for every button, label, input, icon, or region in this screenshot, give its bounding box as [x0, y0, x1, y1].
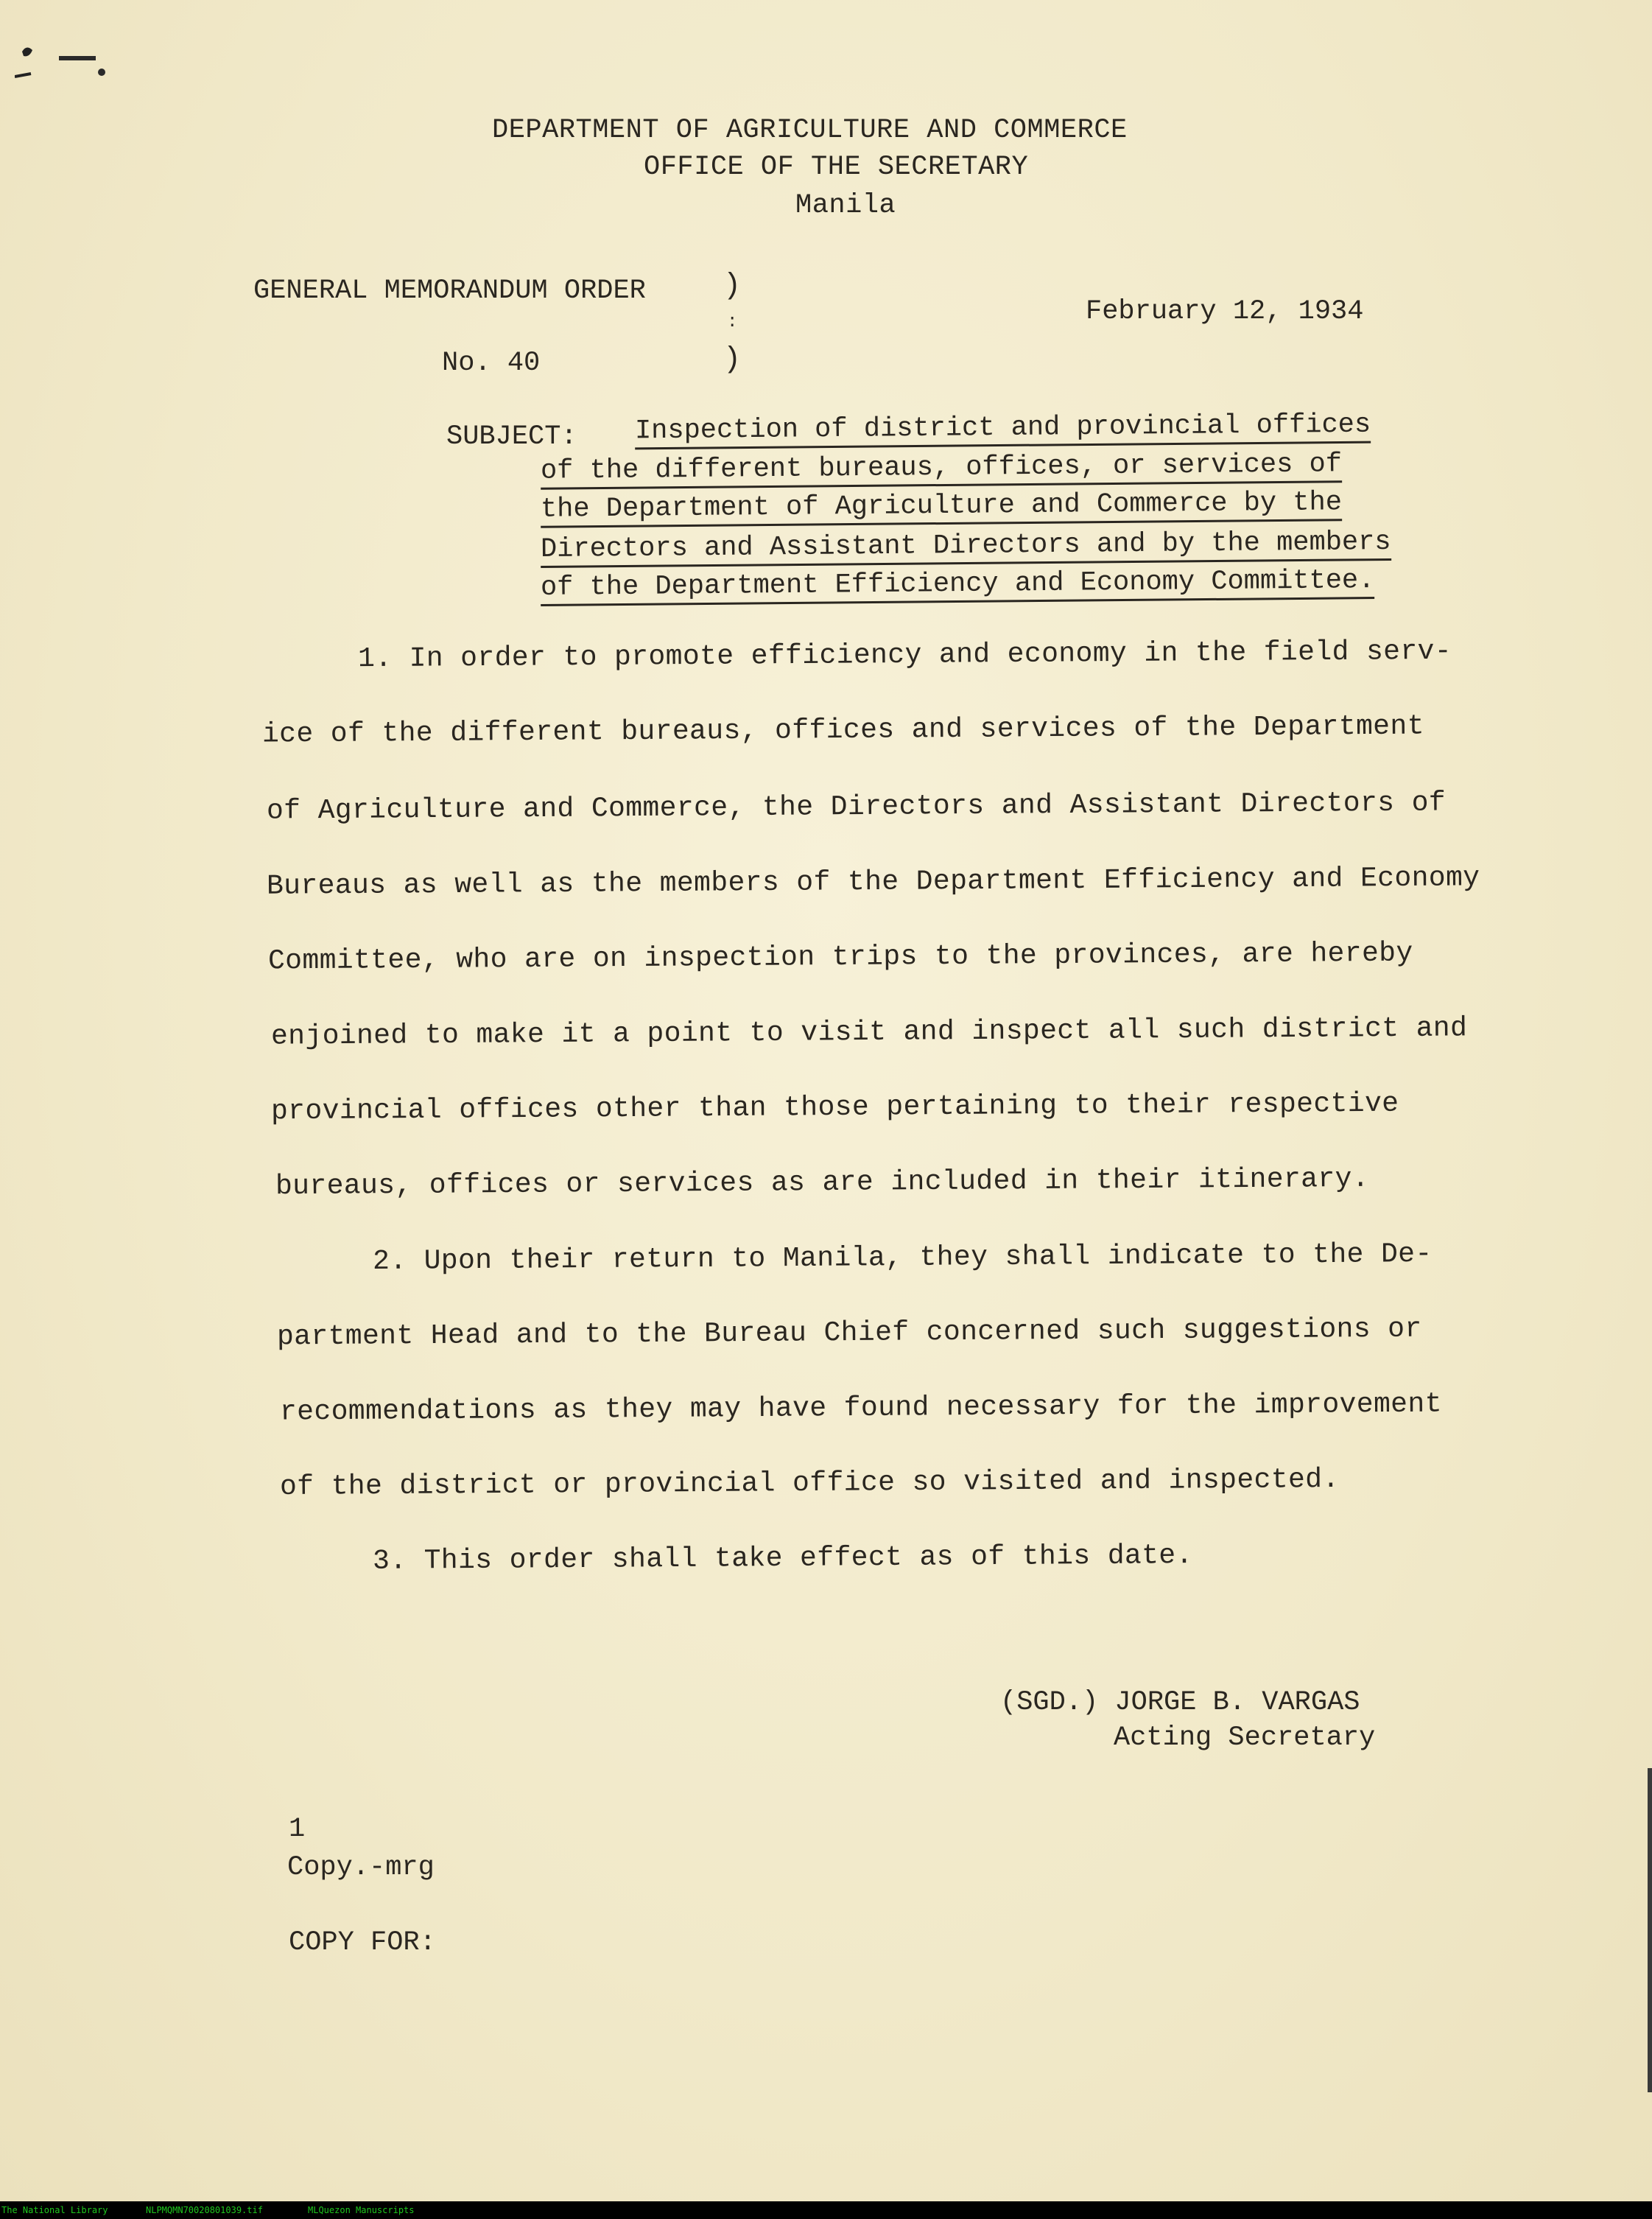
- paragraph-1-line: of Agriculture and Commerce, the Directors and Assistant Directors of: [266, 787, 1447, 827]
- archive-library: The National Library: [1, 2205, 108, 2215]
- paragraph-1-line: provincial offices other than those pertaining to their respective: [270, 1087, 1399, 1128]
- copy-note: Copy.-mrg: [287, 1852, 435, 1883]
- signatory-title: Acting Secretary: [1114, 1722, 1376, 1753]
- signatory-name: (SGD.) JORGE B. VARGAS: [1000, 1687, 1360, 1718]
- paragraph-3-line: 3. This order shall take effect as of this date.: [372, 1540, 1193, 1577]
- paragraph-1-line: Committee, who are on inspection trips to the provinces, are hereby: [267, 937, 1413, 978]
- copies-count: 1: [289, 1814, 306, 1845]
- paragraph-2-line: 2. Upon their return to Manila, they shall indicate to the De-: [372, 1238, 1433, 1278]
- paragraph-1-line: bureaus, offices or services as are included in their itinerary.: [275, 1163, 1370, 1203]
- memo-bracket-top: ): [723, 270, 742, 303]
- paragraph-1-line: enjoined to make it a point to visit and inspect all such district and: [270, 1012, 1468, 1053]
- department-heading: DEPARTMENT OF AGRICULTURE AND COMMERCE: [492, 115, 1128, 146]
- memo-bracket-bottom: ): [723, 343, 742, 376]
- copy-for-label: COPY FOR:: [289, 1927, 436, 1958]
- subject-line: of the different bureaus, offices, or services of: [541, 449, 1342, 489]
- subject-label: SUBJECT:: [446, 421, 577, 452]
- archive-info-bar: [0, 2201, 1652, 2219]
- memo-bracket-colon: :: [727, 312, 738, 332]
- ink-smudge-mark: [15, 29, 147, 81]
- subject-line: of the Department Efficiency and Economy Committee.: [541, 565, 1375, 606]
- paragraph-2-line: partment Head and to the Bureau Chief concerned such suggestions or: [276, 1313, 1422, 1353]
- archive-file-id: NLPMQMN70020801039.tif: [146, 2205, 263, 2215]
- memo-number: No. 40: [442, 348, 541, 379]
- subject-line: the Department of Agriculture and Commerce by the: [541, 487, 1342, 527]
- archive-collection: MLQuezon Manuscripts: [308, 2205, 415, 2215]
- memo-date: February 12, 1934: [1086, 296, 1364, 327]
- paragraph-1-line: 1. In order to promote efficiency and economy in the field serv-: [357, 635, 1452, 676]
- page-edge-shadow: [1648, 1768, 1652, 2092]
- subject-line: Inspection of district and provincial offices: [635, 410, 1371, 450]
- paragraph-1-line: ice of the different bureaus, offices and services of the Department: [261, 710, 1424, 751]
- paragraph-2-line: recommendations as they may have found necessary for the improvement: [279, 1388, 1442, 1428]
- subject-line: Directors and Assistant Directors and by the members: [541, 527, 1391, 568]
- office-heading: OFFICE OF THE SECRETARY: [644, 152, 1029, 183]
- paragraph-2-line: of the district or provincial office so visited and inspected.: [279, 1463, 1340, 1504]
- memo-title: GENERAL MEMORANDUM ORDER: [253, 276, 646, 306]
- city-heading: Manila: [795, 190, 896, 221]
- paragraph-1-line: Bureaus as well as the members of the Department Efficiency and Economy: [266, 862, 1480, 902]
